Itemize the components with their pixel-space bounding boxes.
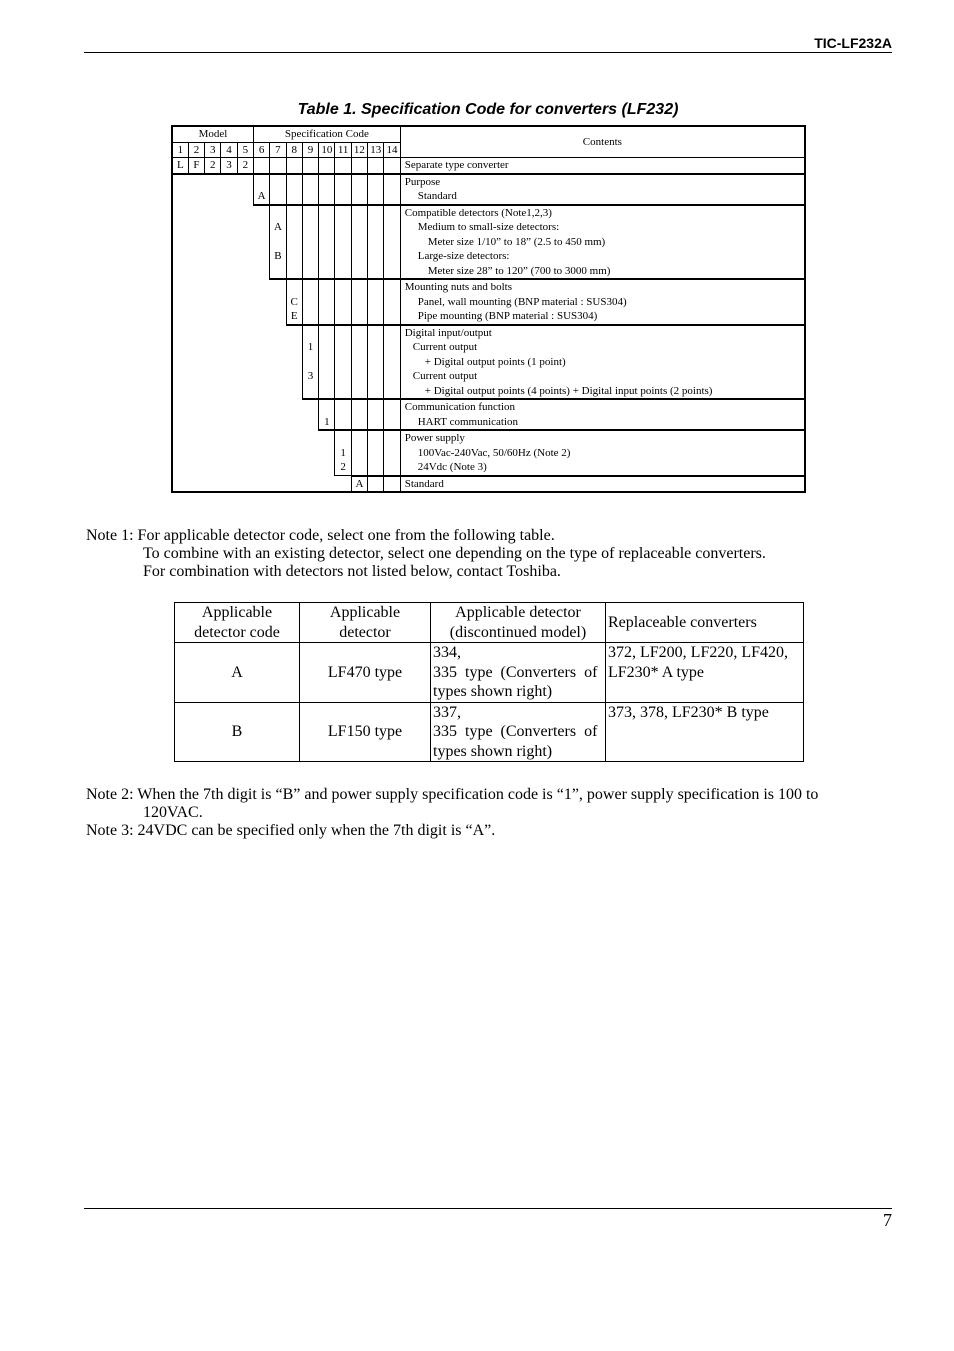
det-detector: LF470 type: [300, 643, 431, 703]
note1-line2: To combine with an existing detector, select one depending on the type of replaceable converters.: [143, 545, 766, 562]
comm-code: 1: [319, 399, 335, 430]
power-codes: 1 2: [335, 430, 351, 476]
det-replaceable: 372, LF200, LF220, LF420, LF230* A type: [606, 643, 804, 703]
model-description: Separate type converter: [400, 158, 805, 174]
model-code-cell: 2: [237, 158, 253, 174]
spec-code-table: [171, 125, 806, 493]
digit-cell: 9: [302, 142, 318, 158]
note2-line1: Note 2: When the 7th digit is “B” and power supply specification code is “1”, power supply specification is 100 to: [86, 786, 819, 803]
purpose-code: A: [253, 174, 269, 205]
last-row: [172, 476, 805, 493]
table-row: [175, 643, 804, 703]
model-row: [172, 158, 805, 174]
detectors-row: [172, 205, 805, 280]
det-header-row: [175, 603, 804, 643]
det-replaceable: 373, 378, LF230* B type: [606, 702, 804, 762]
det-code: B: [175, 702, 300, 762]
det-header-code: Applicable detector code: [175, 603, 300, 643]
comm-contents: Communication function HART communication: [400, 399, 805, 430]
digit-cell: 2: [188, 142, 204, 158]
mounting-codes: C E: [286, 279, 302, 325]
digit-cell: 10: [319, 142, 335, 158]
model-code-cell: L: [172, 158, 188, 174]
detector-table: [174, 602, 804, 762]
det-discontinued: 334, 335 type (Converters of types shown right): [431, 643, 606, 703]
digit-cell: 12: [351, 142, 367, 158]
page-number: 7: [883, 1210, 892, 1230]
model-code-cell: 3: [221, 158, 237, 174]
purpose-row: [172, 174, 805, 205]
digital-codes: 1 3: [302, 325, 318, 400]
digit-cell: 7: [270, 142, 286, 158]
last-contents: Standard: [400, 476, 805, 493]
table-row: [175, 702, 804, 762]
table-title: Table 1. Specification Code for converters (LF232): [297, 101, 679, 118]
det-header-discontinued: Applicable detector (discontinued model): [431, 603, 606, 643]
digit-cell: 14: [384, 142, 400, 158]
note2-line2: 120VAC.: [143, 804, 203, 821]
contents-header: Contents: [400, 126, 805, 158]
note1-line1: Note 1: For applicable detector code, select one from the following table.: [86, 527, 555, 544]
last-code: A: [351, 476, 367, 493]
digit-cell: 4: [221, 142, 237, 158]
model-header: Model: [172, 126, 253, 142]
header-rule: [84, 52, 892, 53]
detector-codes: A B: [270, 205, 286, 280]
digit-cell: 11: [335, 142, 351, 158]
model-code-cell: F: [188, 158, 204, 174]
power-contents: Power supply 100Vac-240Vac, 50/60Hz (Note 2) 24Vdc (Note 3): [400, 430, 805, 476]
det-discontinued: 337, 335 type (Converters of types shown right): [431, 702, 606, 762]
model-code-cell: 2: [205, 158, 221, 174]
digit-cell: 1: [172, 142, 188, 158]
note1-line3: For combination with detectors not listed below, contact Toshiba.: [143, 563, 561, 580]
det-header-detector: Applicable detector: [300, 603, 431, 643]
digit-cell: 3: [205, 142, 221, 158]
digit-cell: 13: [368, 142, 384, 158]
purpose-contents: Purpose Standard: [400, 174, 805, 205]
footer-rule: [84, 1208, 892, 1209]
header-row: [172, 126, 805, 142]
detectors-contents: Compatible detectors (Note1,2,3) Medium to small-size detectors: Meter size 1/10” to 18” (2.5 to 450 mm) Large-size detectors: Meter size 28” to 120” (700 to 3000 mm): [400, 205, 805, 280]
det-detector: LF150 type: [300, 702, 431, 762]
digital-contents: Digital input/output Current output + Digital output points (1 point) Current output + Digital output points (4 points) + Digital input points (2 points): [400, 325, 805, 400]
document-id: TIC-LF232A: [814, 35, 892, 51]
digit-cell: 6: [253, 142, 269, 158]
det-code: A: [175, 643, 300, 703]
digit-cell: 8: [286, 142, 302, 158]
note3: Note 3: 24VDC can be specified only when the 7th digit is “A”.: [86, 822, 496, 839]
det-header-replaceable: Replaceable converters: [606, 603, 804, 643]
digit-cell: 5: [237, 142, 253, 158]
mounting-contents: Mounting nuts and bolts Panel, wall mounting (BNP material : SUS304) Pipe mounting (BNP material : SUS304): [400, 279, 805, 325]
spec-code-header: Specification Code: [253, 126, 400, 142]
